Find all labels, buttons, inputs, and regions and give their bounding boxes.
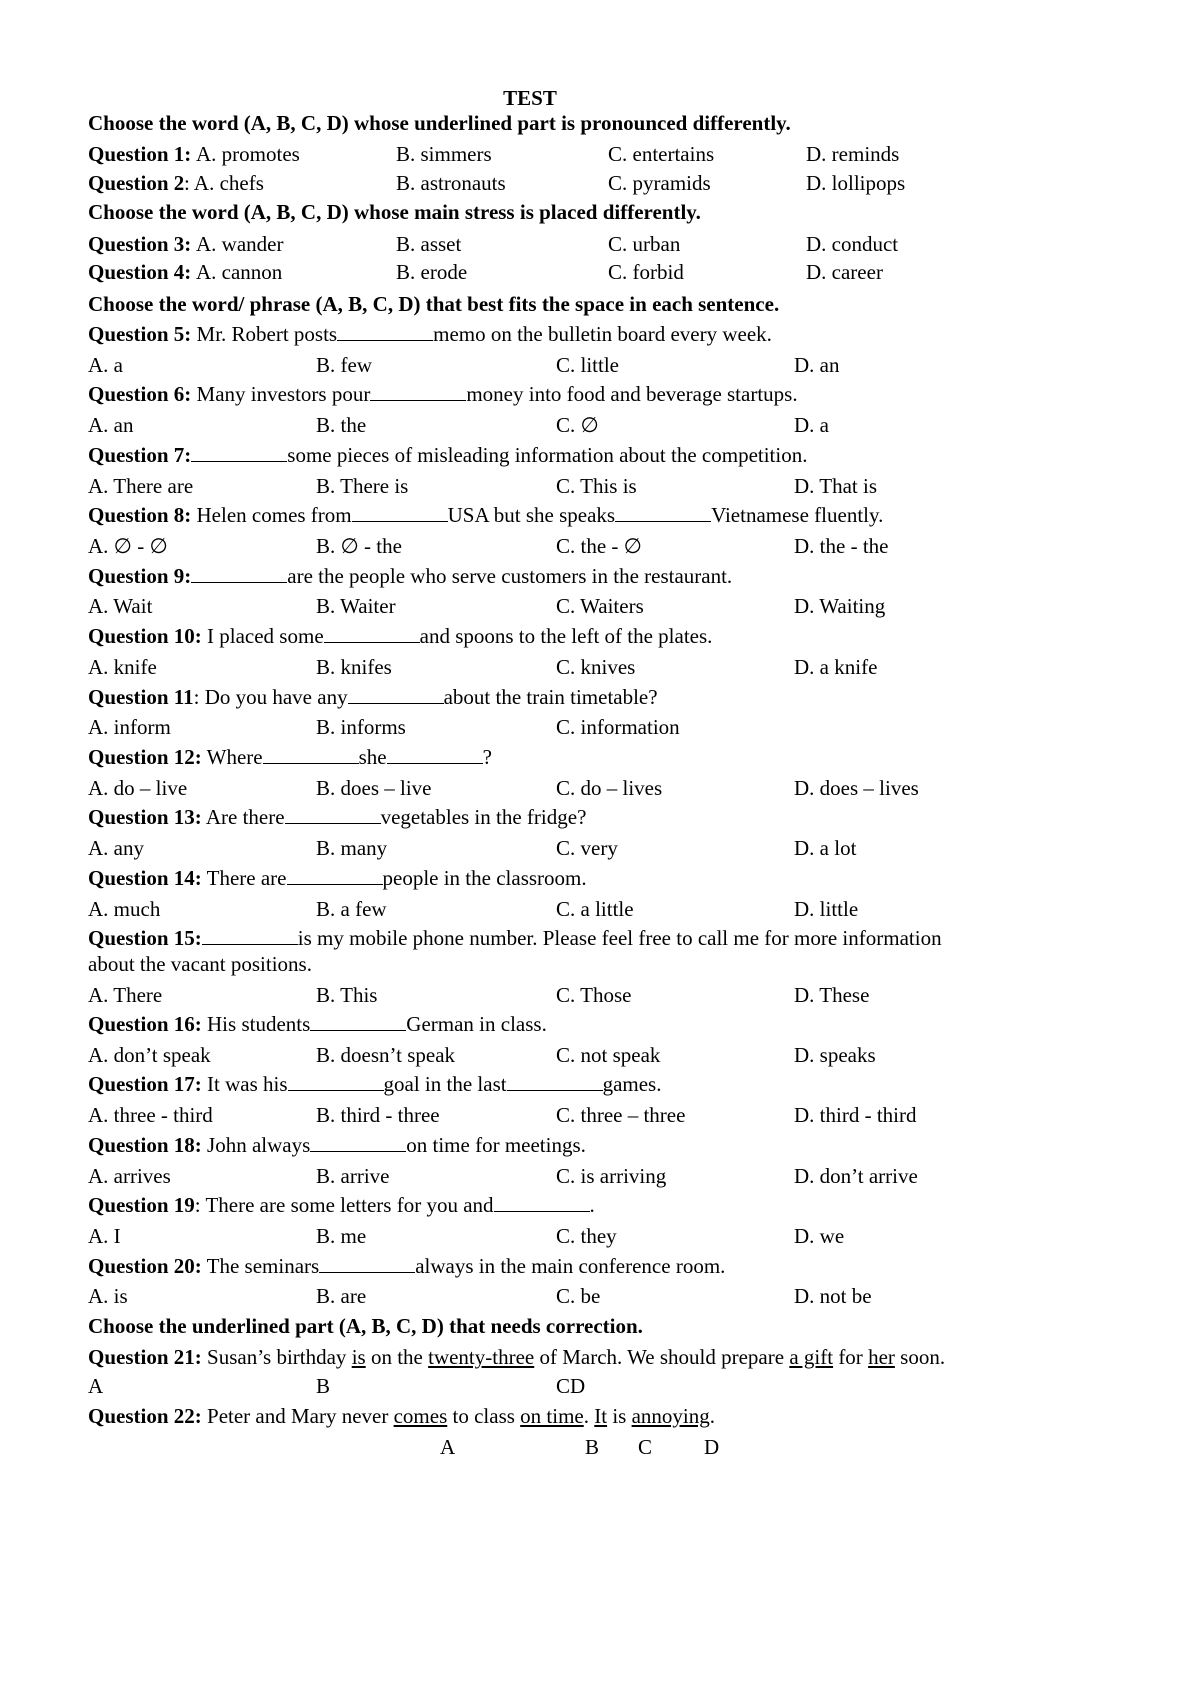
option-a: A. There — [88, 983, 163, 1007]
marker-b: B — [316, 1374, 331, 1398]
option-d: D. the - the — [794, 534, 889, 558]
question-label: Question 17: — [88, 1072, 202, 1096]
option-b: B. astronauts — [396, 171, 506, 195]
option-d: D. a knife — [794, 655, 878, 679]
question-5 — [88, 322, 772, 346]
answer-blank — [288, 1072, 384, 1091]
section-heading-fill-blank: Choose the word/ phrase (A, B, C, D) that best fits the space in each sentence. — [88, 292, 780, 316]
question-text: Are there — [205, 805, 285, 829]
question-9 — [88, 564, 732, 588]
question-6 — [88, 382, 798, 406]
question-label: Question 19 — [88, 1193, 195, 1217]
answer-blank — [324, 624, 420, 643]
question-10 — [88, 624, 712, 648]
answer-blank — [310, 1133, 406, 1152]
option-a: A. an — [88, 413, 134, 437]
marker-d: D — [704, 1435, 720, 1459]
answer-blank — [263, 745, 359, 764]
answer-blank — [337, 322, 433, 341]
question-text: memo on the bulletin board every week. — [433, 322, 772, 346]
option-c: C. not speak — [556, 1043, 661, 1067]
option-a: A. is — [88, 1284, 128, 1308]
question-text: vegetables in the fridge? — [380, 805, 587, 829]
answer-blank — [310, 1012, 406, 1031]
question-13 — [88, 805, 586, 829]
question-8 — [88, 503, 883, 527]
option-a: A. much — [88, 897, 161, 921]
question-label: Question 9: — [88, 564, 192, 588]
underlined-part-b: twenty-three — [428, 1345, 535, 1369]
answer-blank — [352, 503, 448, 522]
marker-a: A — [88, 1374, 104, 1398]
section-heading-error-correction: Choose the underlined part (A, B, C, D) that needs correction. — [88, 1314, 643, 1338]
option-d: D. third - third — [794, 1103, 917, 1127]
question-text: is — [607, 1404, 632, 1428]
question-15 — [88, 926, 942, 950]
option-c: C. entertains — [608, 142, 715, 166]
question-text: I placed some — [207, 624, 324, 648]
answer-blank — [191, 564, 287, 583]
question-label: Question 2 — [88, 171, 185, 195]
question-18 — [88, 1133, 586, 1157]
underlined-part-d: annoying — [631, 1404, 710, 1428]
option-c: C. three – three — [556, 1103, 686, 1127]
option-b: B. informs — [316, 715, 406, 739]
option-a: A. I — [88, 1224, 121, 1248]
option-d: D. a lot — [794, 836, 857, 860]
answer-blank — [507, 1072, 603, 1091]
option-d: D. lollipops — [806, 171, 906, 195]
question-label: Question 14: — [88, 866, 202, 890]
option-c: C. This is — [556, 474, 637, 498]
question-label: Question 3: — [88, 232, 192, 256]
option-b: B. Waiter — [316, 594, 396, 618]
option-c: C. little — [556, 353, 619, 377]
answer-blank — [202, 926, 298, 945]
option-b: B. knifes — [316, 655, 392, 679]
option-a: A. inform — [88, 715, 171, 739]
option-b: B. simmers — [396, 142, 492, 166]
option-b: B. many — [316, 836, 388, 860]
option-a: A. arrives — [88, 1164, 171, 1188]
question-text: German in class. — [406, 1012, 547, 1036]
question-label: Question 11 — [88, 685, 194, 709]
question-2 — [88, 171, 1118, 195]
question-1 — [88, 142, 1118, 166]
question-label: Question 13: — [88, 805, 202, 829]
option-d: D. does – lives — [794, 776, 919, 800]
question-text: The seminars — [206, 1254, 320, 1278]
question-text: His students — [207, 1012, 311, 1036]
marker-a: A — [440, 1435, 456, 1459]
question-17 — [88, 1072, 661, 1096]
option-a: A. don’t speak — [88, 1043, 211, 1067]
option-d: D. speaks — [794, 1043, 876, 1067]
option-b: B. doesn’t speak — [316, 1043, 456, 1067]
option-b: B. few — [316, 353, 372, 377]
question-text: John always — [207, 1133, 311, 1157]
option-d: D. reminds — [806, 142, 900, 166]
option-b: B. This — [316, 983, 378, 1007]
underlined-part-c: It — [594, 1404, 608, 1428]
option-b: B. third - three — [316, 1103, 440, 1127]
option-a: A. knife — [88, 655, 157, 679]
option-c: C. Those — [556, 983, 632, 1007]
option-c: C. pyramids — [608, 171, 711, 195]
question-text: on time for meetings. — [406, 1133, 586, 1157]
option-b: B. the — [316, 413, 367, 437]
underlined-part-d: her — [868, 1345, 895, 1369]
question-text: It was his — [207, 1072, 288, 1096]
question-14 — [88, 866, 587, 890]
option-d: D. don’t arrive — [794, 1164, 918, 1188]
underlined-part-a: is — [351, 1345, 366, 1369]
question-label: Question 7: — [88, 443, 192, 467]
option-a: A. Wait — [88, 594, 153, 618]
option-a: A. ∅ - ∅ — [88, 534, 168, 558]
option-a: A. any — [88, 836, 144, 860]
question-text: and spoons to the left of the plates. — [419, 624, 713, 648]
section-heading-pronunciation: Choose the word (A, B, C, D) whose underlined part is pronounced differently. — [88, 111, 791, 135]
question-4 — [88, 260, 1118, 284]
answer-blank — [287, 866, 383, 885]
option-c: C. information — [556, 715, 680, 739]
answer-blank — [494, 1193, 590, 1212]
question-label: Question 5: — [88, 322, 192, 346]
answer-blank — [615, 503, 711, 522]
option-b: B. arrive — [316, 1164, 390, 1188]
option-b: B. There is — [316, 474, 409, 498]
option-b: B. asset — [396, 232, 462, 256]
question-text: USA but she speaks — [447, 503, 616, 527]
question-11 — [88, 685, 658, 709]
question-text: games. — [602, 1072, 662, 1096]
option-b: B. a few — [316, 897, 387, 921]
underlined-part-b: on time — [520, 1404, 584, 1428]
option-a: A. three - third — [88, 1103, 213, 1127]
option-d: D. Waiting — [794, 594, 886, 618]
question-text: : Do you have any — [193, 685, 348, 709]
option-b: B. ∅ - the — [316, 534, 402, 558]
option-b: B. me — [316, 1224, 367, 1248]
option-d: D. little — [794, 897, 859, 921]
option-c: C. do – lives — [556, 776, 663, 800]
question-text: on the — [365, 1345, 429, 1369]
question-text: Where — [206, 745, 263, 769]
option-d: D. we — [794, 1224, 845, 1248]
question-22 — [88, 1404, 715, 1428]
question-text: ? — [482, 745, 492, 769]
question-text: Many investors pour — [196, 382, 371, 406]
question-text: Mr. Robert posts — [196, 322, 338, 346]
option-a: A. do – live — [88, 776, 188, 800]
option-a: A. promotes — [196, 142, 300, 166]
option-c: C. urban — [608, 232, 681, 256]
question-text: some pieces of misleading information about the competition. — [287, 443, 808, 467]
question-text: Vietnamese fluently. — [711, 503, 884, 527]
option-c: C. the - ∅ — [556, 534, 642, 558]
question-text: is my mobile phone number. Please feel free to call me for more information — [297, 926, 942, 950]
option-c: C. they — [556, 1224, 617, 1248]
answer-blank — [285, 805, 381, 824]
option-c: C. Waiters — [556, 594, 644, 618]
option-a: A. There are — [88, 474, 194, 498]
question-text: . — [583, 1404, 595, 1428]
option-c: C. a little — [556, 897, 634, 921]
question-label: Question 22: — [88, 1404, 202, 1428]
option-d: D. not be — [794, 1284, 872, 1308]
question-text: Helen comes from — [196, 503, 352, 527]
question-label: Question 18: — [88, 1133, 202, 1157]
question-21 — [88, 1345, 945, 1369]
question-text: she — [358, 745, 387, 769]
question-label: Question 21: — [88, 1345, 202, 1369]
option-d: D. an — [794, 353, 840, 377]
question-text: for — [833, 1345, 869, 1369]
answer-blank — [319, 1254, 415, 1273]
marker-cd: CD — [556, 1374, 586, 1398]
option-c: C. very — [556, 836, 618, 860]
question-label: Question 15: — [88, 926, 202, 950]
question-text: There are — [206, 866, 287, 890]
question-label: Question 1: — [88, 142, 192, 166]
question-12 — [88, 745, 492, 769]
option-c: C. is arriving — [556, 1164, 667, 1188]
option-d: D. career — [806, 260, 883, 284]
marker-c: C — [638, 1435, 653, 1459]
answer-blank — [348, 685, 444, 704]
option-a: A. cannon — [196, 260, 283, 284]
question-text: always in the main conference room. — [415, 1254, 726, 1278]
question-text: . — [709, 1404, 715, 1428]
answer-blank — [191, 443, 287, 462]
question-19 — [88, 1193, 595, 1217]
underlined-part-c: a gift — [789, 1345, 834, 1369]
option-a: A. wander — [196, 232, 284, 256]
question-16 — [88, 1012, 547, 1036]
option-c: C. forbid — [608, 260, 684, 284]
question-text: about the train timetable? — [443, 685, 658, 709]
question-label: Question 8: — [88, 503, 192, 527]
question-text: money into food and beverage startups. — [466, 382, 798, 406]
marker-b: B — [585, 1435, 600, 1459]
question-3 — [88, 232, 1118, 256]
question-label: Question 20: — [88, 1254, 202, 1278]
option-d: D. That is — [794, 474, 878, 498]
question-20 — [88, 1254, 725, 1278]
question-7 — [88, 443, 807, 467]
option-a: A. a — [88, 353, 123, 377]
option-d: D. conduct — [806, 232, 899, 256]
question-label: Question 12: — [88, 745, 202, 769]
question-text: people in the classroom. — [382, 866, 587, 890]
underlined-part-a: comes — [393, 1404, 448, 1428]
question-text: of March. We should prepare — [534, 1345, 790, 1369]
option-d: D. These — [794, 983, 870, 1007]
question-label: Question 10: — [88, 624, 202, 648]
question-text: are the people who serve customers in the restaurant. — [287, 564, 733, 588]
question-text: soon. — [894, 1345, 946, 1369]
page-title: TEST — [503, 86, 557, 110]
question-text: : There are some letters for you and — [194, 1193, 494, 1217]
question-text: . — [589, 1193, 595, 1217]
option-b: B. erode — [396, 260, 468, 284]
option-c: C. knives — [556, 655, 636, 679]
question-text: Susan’s birthday — [207, 1345, 352, 1369]
question-text: goal in the last — [383, 1072, 507, 1096]
option-c: C. be — [556, 1284, 601, 1308]
question-15-continued: about the vacant positions. — [88, 952, 312, 976]
answer-blank — [370, 382, 466, 401]
question-text: to class — [447, 1404, 521, 1428]
question-label: Question 16: — [88, 1012, 202, 1036]
answer-blank — [387, 745, 483, 764]
option-b: B. does – live — [316, 776, 432, 800]
option-a: : A. chefs — [184, 171, 264, 195]
question-label: Question 6: — [88, 382, 192, 406]
option-c: C. ∅ — [556, 413, 599, 437]
option-d: D. a — [794, 413, 829, 437]
question-label: Question 4: — [88, 260, 192, 284]
section-heading-stress: Choose the word (A, B, C, D) whose main stress is placed differently. — [88, 200, 701, 224]
option-b: B. are — [316, 1284, 367, 1308]
question-text: Peter and Mary never — [207, 1404, 394, 1428]
